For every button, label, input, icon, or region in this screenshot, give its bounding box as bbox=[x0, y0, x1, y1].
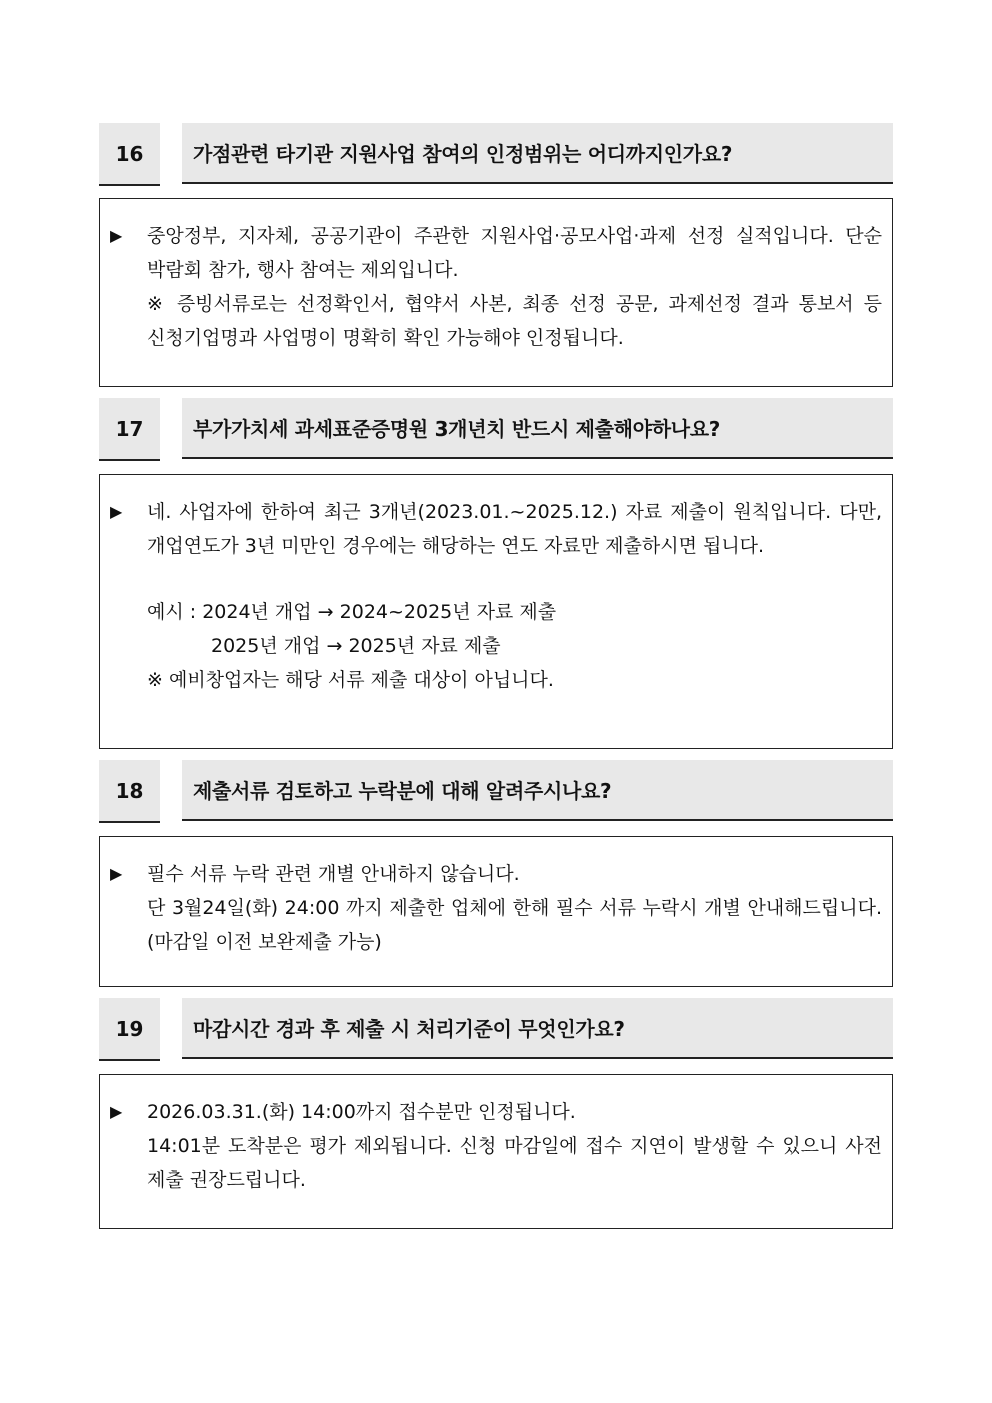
question-title: 가점관련 타기관 지원사업 참여의 인정범위는 어디까지인가요? bbox=[182, 123, 893, 184]
answer-text: 14:01분 도착분은 평가 제외됩니다. 신청 마감일에 접수 지연이 발생할 수 있으니 사전 제출 권장드립니다. bbox=[147, 1135, 882, 1191]
question-row bbox=[99, 760, 893, 824]
bullet-icon: ▶ bbox=[110, 864, 123, 883]
bullet-icon: ▶ bbox=[110, 502, 123, 521]
answer-note: ※ 예비창업자는 해당 서류 제출 대상이 아닙니다. bbox=[147, 669, 554, 691]
answer-text: 중앙정부, 지자체, 공공기관이 주관한 지원사업·공모사업·과제 선정 실적입니다. 단순 박람회 참가, 행사 참여는 제외입니다. bbox=[147, 225, 882, 281]
faq-item bbox=[99, 123, 893, 349]
question-number: 17 bbox=[99, 398, 160, 461]
question-title: 제출서류 검토하고 누락분에 대해 알려주시나요? bbox=[182, 760, 893, 821]
answer-box bbox=[99, 198, 893, 387]
bullet-icon: ▶ bbox=[110, 1102, 123, 1121]
answer-box bbox=[99, 836, 893, 987]
question-row bbox=[99, 123, 893, 187]
answer-text: 네. 사업자에 한하여 최근 3개년(2023.01.~2025.12.) 자료 제출이 원칙입니다. 다만, 개업연도가 3년 미만인 경우에는 해당하는 연도 자료만 제출하시면 됩니다. bbox=[147, 501, 882, 557]
answer-note: ※ 증빙서류로는 선정확인서, 협약서 사본, 최종 선정 공문, 과제선정 결과 통보서 등 신청기업명과 사업명이 명확히 확인 가능해야 인정됩니다. bbox=[147, 293, 882, 349]
answer-text: 필수 서류 누락 관련 개별 안내하지 않습니다. bbox=[147, 863, 520, 885]
example-line: 예시 : 2024년 개업 → 2024~2025년 자료 제출 bbox=[147, 601, 557, 623]
question-row bbox=[99, 998, 893, 1062]
bullet-icon: ▶ bbox=[110, 226, 123, 245]
question-title: 부가가치세 과세표준증명원 3개년치 반드시 제출해야하나요? bbox=[182, 398, 893, 459]
question-number: 16 bbox=[99, 123, 160, 186]
question-number: 19 bbox=[99, 998, 160, 1061]
faq-item bbox=[99, 398, 893, 691]
question-number: 18 bbox=[99, 760, 160, 823]
faq-item bbox=[99, 760, 893, 953]
answer-box bbox=[99, 474, 893, 749]
answer-text: 2026.03.31.(화) 14:00까지 접수분만 인정됩니다. bbox=[147, 1101, 576, 1123]
answer-text: 단 3월24일(화) 24:00 까지 제출한 업체에 한해 필수 서류 누락시 개별 안내해드립니다.(마감일 이전 보완제출 가능) bbox=[147, 897, 882, 953]
question-title: 마감시간 경과 후 제출 시 처리기준이 무엇인가요? bbox=[182, 998, 893, 1059]
example-line: 2025년 개업 → 2025년 자료 제출 bbox=[211, 635, 501, 657]
faq-item bbox=[99, 998, 893, 1191]
question-row bbox=[99, 398, 893, 462]
answer-box bbox=[99, 1074, 893, 1229]
